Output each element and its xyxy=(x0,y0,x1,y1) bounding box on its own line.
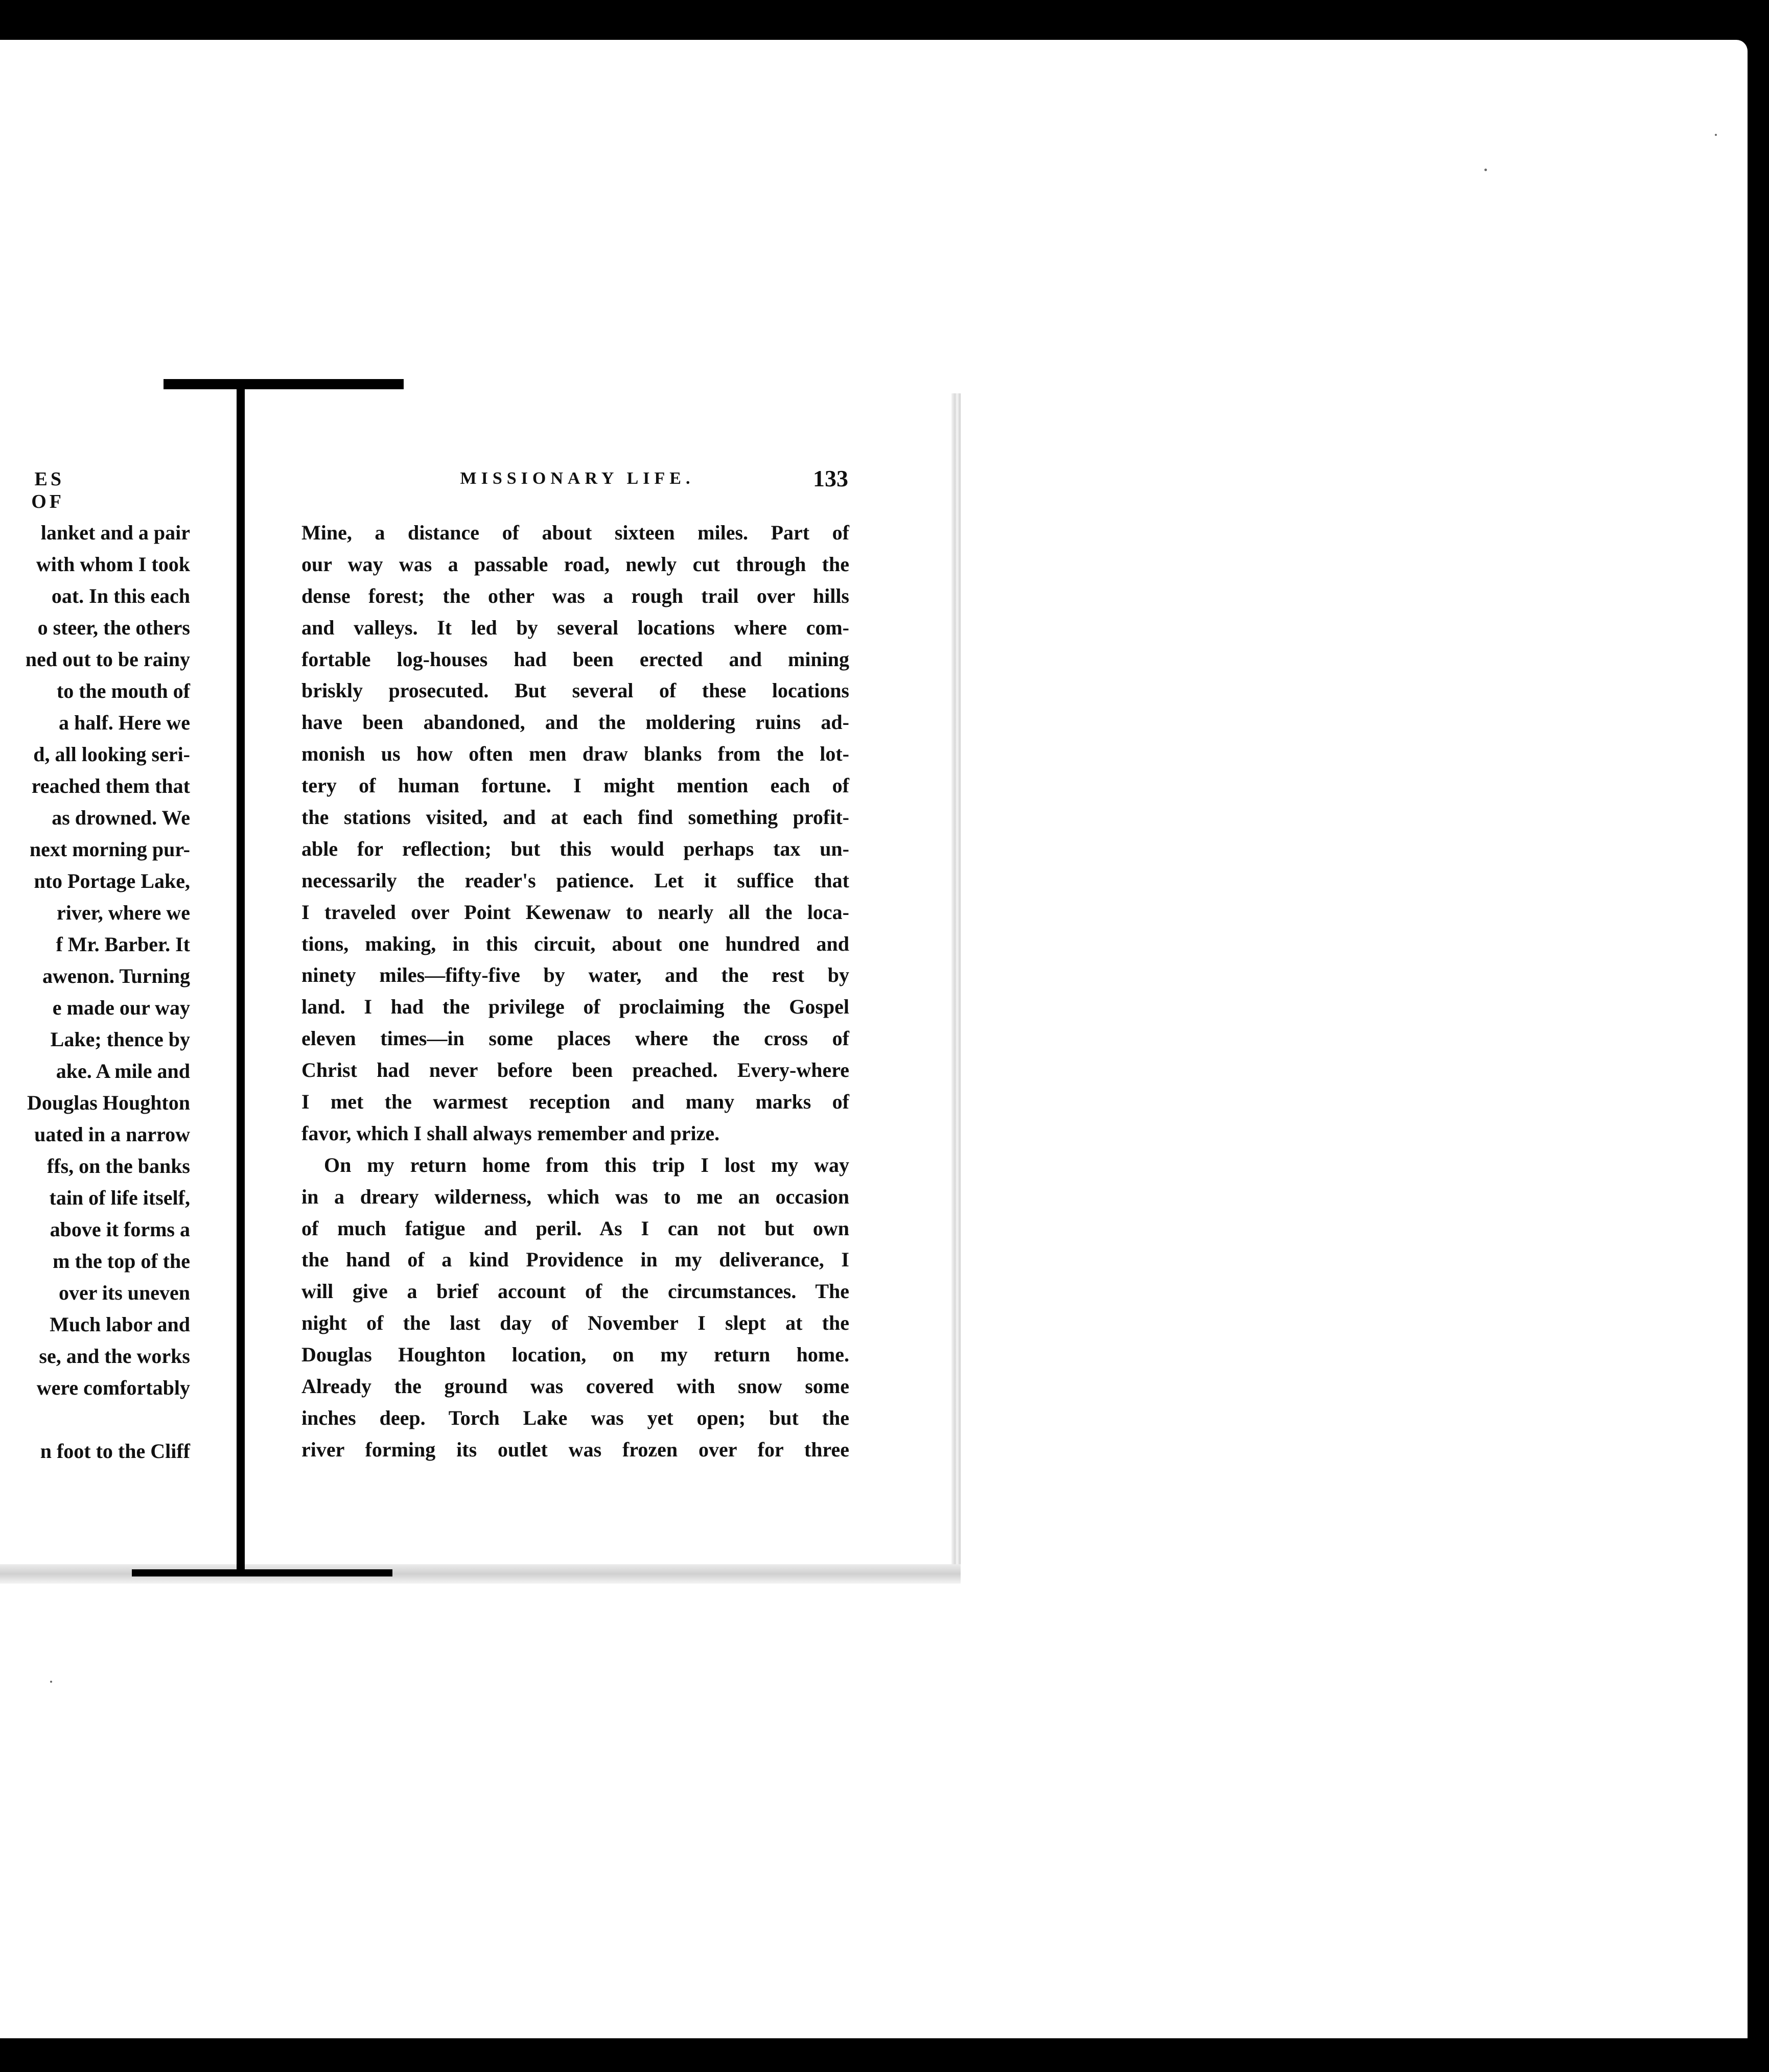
right-page-text xyxy=(301,517,849,1466)
text-line: tain of life itself, xyxy=(49,1186,190,1209)
text-line: as drowned. We xyxy=(52,806,190,829)
text-line: reached them that xyxy=(31,774,190,797)
text-line: I met the warmest reception and many marks of xyxy=(301,1090,849,1114)
text-line: Mine, a distance of about sixteen miles. Part of xyxy=(301,521,849,544)
left-page-running-head: ES OF xyxy=(31,468,64,512)
scan-speck xyxy=(50,1681,52,1683)
text-line: oat. In this each xyxy=(51,584,190,607)
text-line: favor, which I shall always remember and prize. xyxy=(301,1121,720,1145)
scanned-page-background xyxy=(0,40,1748,2038)
spine-clamp-top xyxy=(164,379,404,389)
text-line: next morning pur- xyxy=(29,838,190,861)
text-line: o steer, the others xyxy=(37,616,190,639)
text-line: in a dreary wilderness, which was to me an occasion xyxy=(301,1185,849,1208)
text-line: e made our way xyxy=(52,996,190,1019)
text-line: uated in a narrow xyxy=(34,1123,190,1146)
running-head: MISSIONARY LIFE. xyxy=(460,469,695,488)
text-line: m the top of the xyxy=(53,1250,190,1273)
text-line: of much fatigue and peril. As I can not but own xyxy=(301,1216,849,1240)
scan-border-top xyxy=(0,0,1769,40)
text-line: monish us how often men draw blanks from the lot- xyxy=(301,742,849,766)
text-line: above it forms a xyxy=(50,1218,190,1241)
scan-speck xyxy=(1715,134,1717,136)
text-line: our way was a passable road, newly cut through the xyxy=(301,552,849,576)
scan-border-bottom xyxy=(0,2038,1769,2072)
scan-border-right xyxy=(1748,0,1769,2072)
text-line: Christ had never before been preached. Every-where xyxy=(301,1058,849,1082)
text-line: Already the ground was covered with snow some xyxy=(301,1375,849,1398)
text-line: n foot to the Cliff xyxy=(40,1440,190,1463)
scan-speck xyxy=(1484,169,1487,171)
page-number: 133 xyxy=(813,465,848,491)
text-line: ake. A mile and xyxy=(56,1059,190,1082)
text-line: the stations visited, and at each find something profit- xyxy=(301,806,849,829)
text-line: and valleys. It led by several locations where com- xyxy=(301,616,849,639)
text-line: eleven times—in some places where the cross of xyxy=(301,1027,849,1050)
text-line: over its uneven xyxy=(58,1281,190,1304)
text-line: f Mr. Barber. It xyxy=(56,933,190,956)
text-line: necessarily the reader's patience. Let it suffice that xyxy=(301,868,849,892)
text-line: awenon. Turning xyxy=(42,964,190,987)
text-line: were comfortably xyxy=(36,1376,190,1399)
text-line: Douglas Houghton xyxy=(27,1091,190,1114)
text-line: I traveled over Point Kewenaw to nearly all the loca- xyxy=(301,900,849,924)
text-line: Douglas Houghton location, on my return home. xyxy=(301,1343,849,1367)
text-line: night of the last day of November I slept at the xyxy=(301,1311,849,1335)
text-line xyxy=(0,1404,190,1435)
text-line: to the mouth of xyxy=(56,679,190,702)
text-line: se, and the works xyxy=(39,1345,190,1368)
text-line: On my return home from this trip I lost my way xyxy=(324,1153,849,1176)
text-line: land. I had the privilege of proclaiming the Gospel xyxy=(301,995,849,1019)
text-line: a half. Here we xyxy=(59,711,190,734)
text-line: river forming its outlet was frozen over for three xyxy=(301,1438,849,1461)
text-line: nto Portage Lake, xyxy=(34,869,190,892)
text-line: have been abandoned, and the moldering ruins ad- xyxy=(301,711,849,734)
text-line: dense forest; the other was a rough trail over hills xyxy=(301,584,849,607)
text-line: river, where we xyxy=(56,901,190,924)
text-line: lanket and a pair xyxy=(40,521,190,544)
text-line: with whom I took xyxy=(36,553,190,576)
text-line: Lake; thence by xyxy=(50,1028,190,1051)
text-line: tions, making, in this circuit, about one hundred and xyxy=(301,932,849,955)
text-line: fortable log-houses had been erected and mining xyxy=(301,647,849,671)
text-line: will give a brief account of the circumstances. The xyxy=(301,1280,849,1303)
text-line: ninety miles—fifty-five by water, and the rest by xyxy=(301,963,849,987)
text-line: Much labor and xyxy=(50,1313,190,1336)
text-line: the hand of a kind Providence in my deliverance, I xyxy=(301,1248,849,1272)
book-page-edge xyxy=(951,393,961,1584)
text-line: ned out to be rainy xyxy=(25,648,190,671)
text-line: d, all looking seri- xyxy=(33,743,190,766)
text-line: tery of human fortune. I might mention each of xyxy=(301,774,849,797)
text-line: ffs, on the banks xyxy=(46,1155,190,1178)
text-line: able for reflection; but this would perhaps tax un- xyxy=(301,837,849,860)
text-line: briskly prosecuted. But several of these locations xyxy=(301,679,849,702)
left-page-text xyxy=(0,517,190,1467)
spine-clamp-bottom xyxy=(132,1569,392,1576)
spine-clamp-bar xyxy=(237,385,245,1575)
text-line: inches deep. Torch Lake was yet open; but the xyxy=(301,1406,849,1429)
